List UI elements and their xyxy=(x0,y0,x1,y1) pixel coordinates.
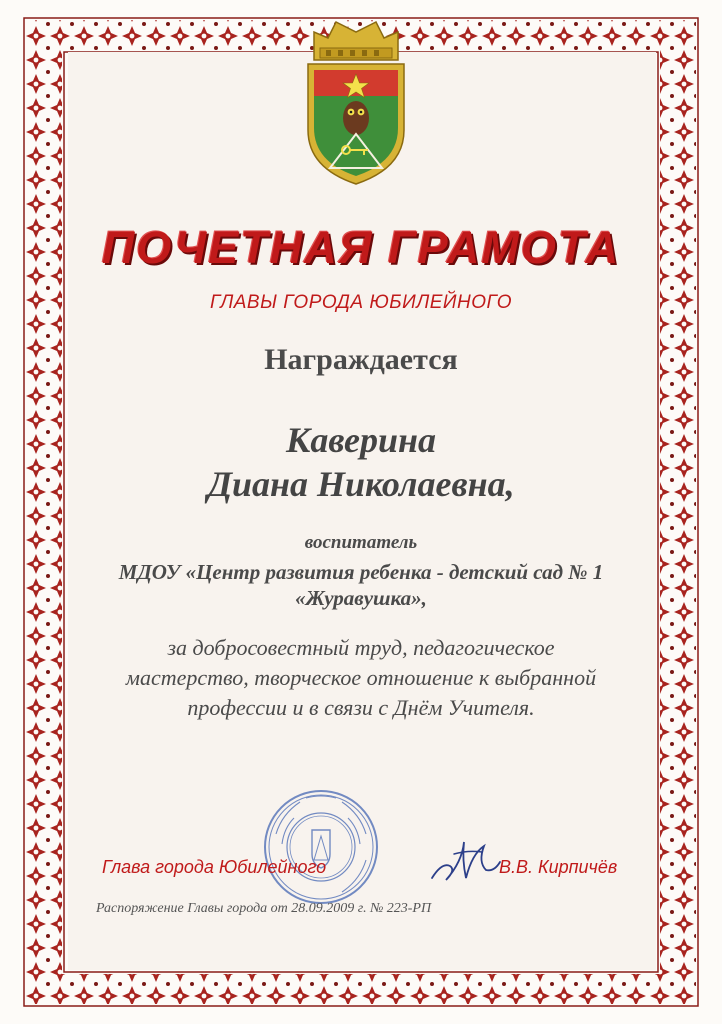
reason-line-1: за добросовестный труд, педагогическое xyxy=(167,635,555,660)
reason-line-2: мастерство, творческое отношение к выбранной xyxy=(125,665,597,690)
organization-line-1: МДОУ «Центр развития ребенка - детский сад № 1 xyxy=(118,560,604,584)
recipient-given-names: Диана Николаевна, xyxy=(207,464,515,504)
handwritten-signature-icon xyxy=(428,832,504,890)
organization-line-2: «Журавушка», xyxy=(295,586,427,610)
recipient-position: воспитатель xyxy=(304,532,418,553)
awarded-label: Награждается xyxy=(264,343,458,376)
reason-line-3: профессии и в связи с Днём Учителя. xyxy=(187,695,535,720)
order-reference: Распоряжение Главы города от 28.09.2009 г. № 223-РП xyxy=(96,901,432,916)
coat-of-arms-icon xyxy=(300,18,412,188)
official-stamp-icon xyxy=(262,788,380,906)
signatory-title: Глава города Юбилейного xyxy=(102,857,327,877)
certificate-title: ПОЧЕТНАЯ ГРАМОТА xyxy=(101,222,621,273)
signatory-name: В.В. Кирпичёв xyxy=(499,857,618,877)
certificate-subtitle: ГЛАВЫ ГОРОДА ЮБИЛЕЙНОГО xyxy=(210,292,512,313)
recipient-surname: Каверина xyxy=(285,420,437,460)
